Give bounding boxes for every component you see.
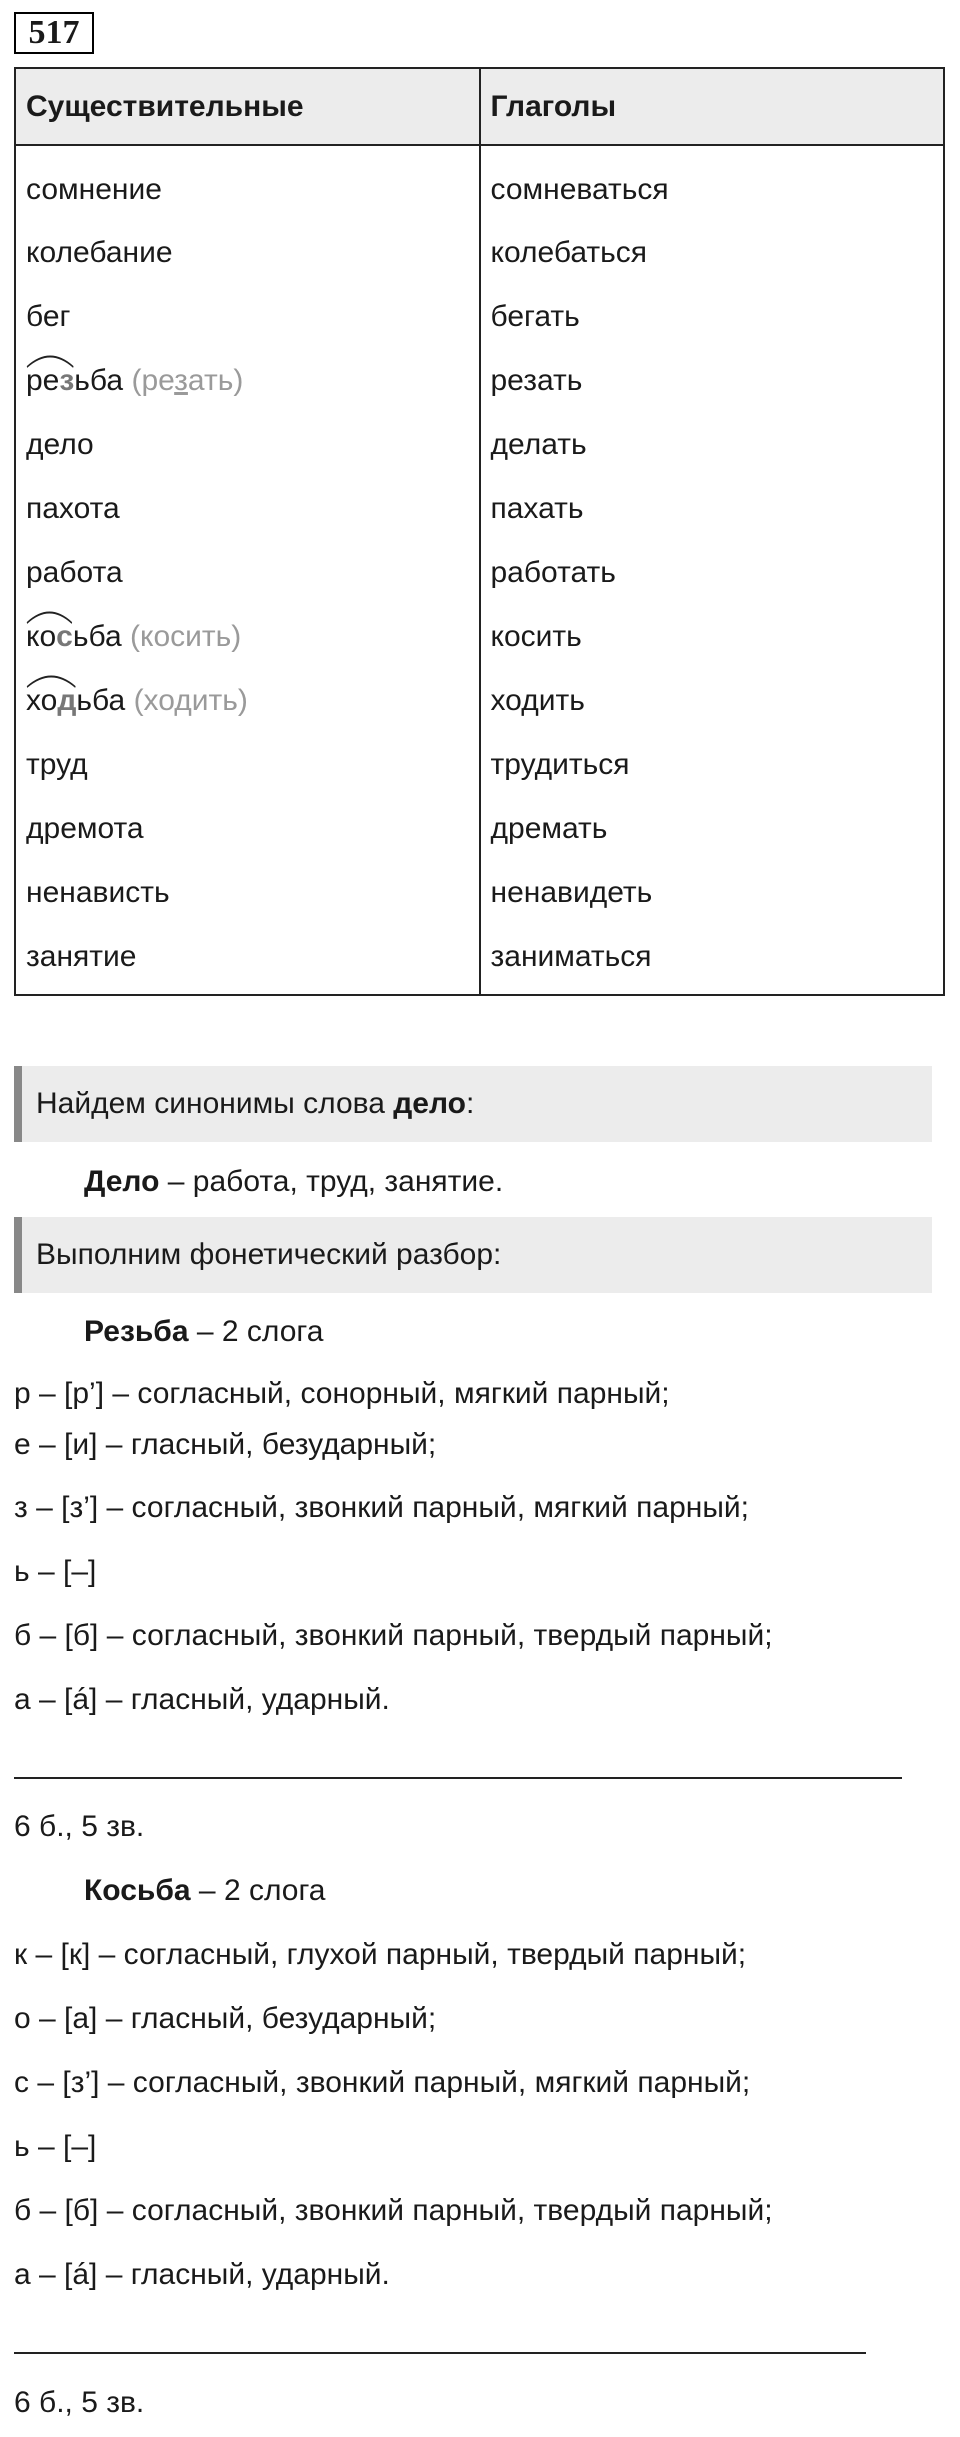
verb-cell: работать	[480, 541, 945, 605]
phonetic-word-syllables: – 2 слога	[190, 1874, 326, 1907]
noun-cell	[15, 669, 480, 733]
synonyms-task-keyword: дело	[393, 1087, 466, 1120]
verb-cell: колебаться	[480, 221, 945, 285]
table-row	[15, 797, 944, 861]
verb-cell: сомневаться	[480, 145, 945, 221]
divider	[14, 1777, 902, 1779]
noun-suffix: ьба	[72, 620, 122, 653]
phonetic-task-bar: Выполним фонетический разбор:	[14, 1217, 932, 1293]
phonetic-line: а – [á] – гласный, ударный.	[14, 1683, 390, 1716]
verb-cell: делать	[480, 413, 945, 477]
phonetic-line: е – [и] – гласный, безударный;	[14, 1428, 437, 1461]
hint-text	[131, 364, 243, 397]
noun-cell: пахота	[26, 492, 120, 525]
noun-suffix: ьба	[74, 364, 124, 397]
noun-cell: дело	[26, 428, 94, 461]
phonetic-line: р – [р’] – согласный, сонорный, мягкий парный;	[14, 1377, 670, 1410]
phonetic-line: б – [б] – согласный, звонкий парный, твердый парный;	[14, 1619, 773, 1652]
synonyms-task-colon: :	[465, 1087, 475, 1120]
table-row	[15, 925, 944, 995]
noun-cell: труд	[26, 748, 88, 781]
noun-cell: сомнение	[26, 172, 162, 206]
noun-with-root-mark	[26, 684, 76, 718]
noun-cell: занятие	[26, 939, 137, 973]
phonetic-word-syllables: – 2 слога	[188, 1315, 324, 1348]
table-row	[15, 669, 944, 733]
table-row	[15, 221, 944, 285]
phonetic-line: а – [á] – гласный, ударный.	[14, 2258, 390, 2291]
phonetic-word-name: Резьба	[84, 1315, 189, 1348]
phonetic-line: о – [а] – гласный, безударный;	[14, 2002, 437, 2035]
synonyms-answer-text: – работа, труд, занятие.	[159, 1165, 504, 1198]
phonetic-line: б – [б] – согласный, звонкий парный, твердый парный;	[14, 2194, 773, 2227]
noun-suffix: ьба	[76, 684, 126, 717]
root-letter: з	[59, 364, 75, 397]
verb-cell: бегать	[480, 285, 945, 349]
table-row	[15, 145, 944, 221]
phonetic-summary: 6 б., 5 зв.	[14, 1810, 145, 1843]
task-number: 517	[14, 12, 94, 54]
root-letter: с	[56, 620, 73, 653]
table-row	[15, 605, 944, 669]
phonetic-line: ь – [–]	[14, 1555, 97, 1588]
verb-cell: трудиться	[480, 733, 945, 797]
root-arc-icon	[26, 352, 74, 368]
noun-cell: дремота	[26, 812, 144, 845]
verb-cell: заниматься	[480, 925, 945, 995]
table-row	[15, 477, 944, 541]
verb-cell: косить	[480, 605, 945, 669]
table-row	[15, 413, 944, 477]
noun-cell	[15, 605, 480, 669]
verb-cell: пахать	[480, 477, 945, 541]
phonetic-line: з – [з’] – согласный, звонкий парный, мягкий парный;	[14, 1491, 749, 1524]
noun-part: ко	[26, 620, 57, 653]
hint-underlined-letter: з	[174, 364, 188, 397]
phonetic-word-title	[84, 1871, 325, 1911]
phonetic-summary: 6 б., 5 зв.	[14, 2386, 145, 2419]
verb-cell: дремать	[480, 797, 945, 861]
noun-with-root-mark	[26, 620, 73, 654]
table-header-row	[15, 68, 944, 145]
phonetic-word-name: Косьба	[84, 1874, 191, 1907]
table-row	[15, 285, 944, 349]
noun-cell: работа	[26, 556, 123, 589]
phonetic-line: ь – [–]	[14, 2130, 97, 2163]
table-row	[15, 349, 944, 413]
root-arc-icon	[26, 608, 73, 624]
root-arc-icon	[26, 672, 76, 688]
verb-cell: ненавидеть	[480, 861, 945, 925]
verb-cell: ходить	[480, 669, 945, 733]
hint-text: (косить)	[130, 620, 242, 653]
noun-part: ре	[26, 364, 60, 397]
synonyms-answer	[84, 1162, 503, 1202]
synonyms-task-text: Найдем синонимы слова	[36, 1087, 394, 1120]
table-row	[15, 861, 944, 925]
word-table	[14, 67, 945, 996]
column-header-verbs: Глаголы	[480, 68, 945, 145]
root-letter: д	[57, 684, 77, 717]
hint-part: ать)	[187, 364, 244, 397]
noun-with-root-mark	[26, 364, 74, 398]
verb-cell: резать	[480, 349, 945, 413]
synonyms-answer-word: Дело	[84, 1165, 160, 1198]
hint-text: (ходить)	[133, 684, 248, 717]
table-row	[15, 541, 944, 605]
phonetic-line: к – [к] – согласный, глухой парный, твердый парный;	[14, 1938, 747, 1971]
column-header-nouns: Существительные	[15, 68, 480, 145]
noun-cell: колебание	[26, 236, 173, 269]
noun-cell: бег	[26, 300, 71, 333]
phonetic-line: с – [з’] – согласный, звонкий парный, мягкий парный;	[14, 2066, 751, 2099]
noun-cell	[15, 349, 480, 413]
hint-part: (ре	[131, 364, 175, 397]
table-row	[15, 733, 944, 797]
synonyms-task-bar	[14, 1066, 932, 1142]
phonetic-word-title	[84, 1312, 323, 1352]
noun-part: хо	[26, 684, 58, 717]
noun-cell: ненависть	[26, 876, 170, 909]
divider	[14, 2352, 866, 2354]
